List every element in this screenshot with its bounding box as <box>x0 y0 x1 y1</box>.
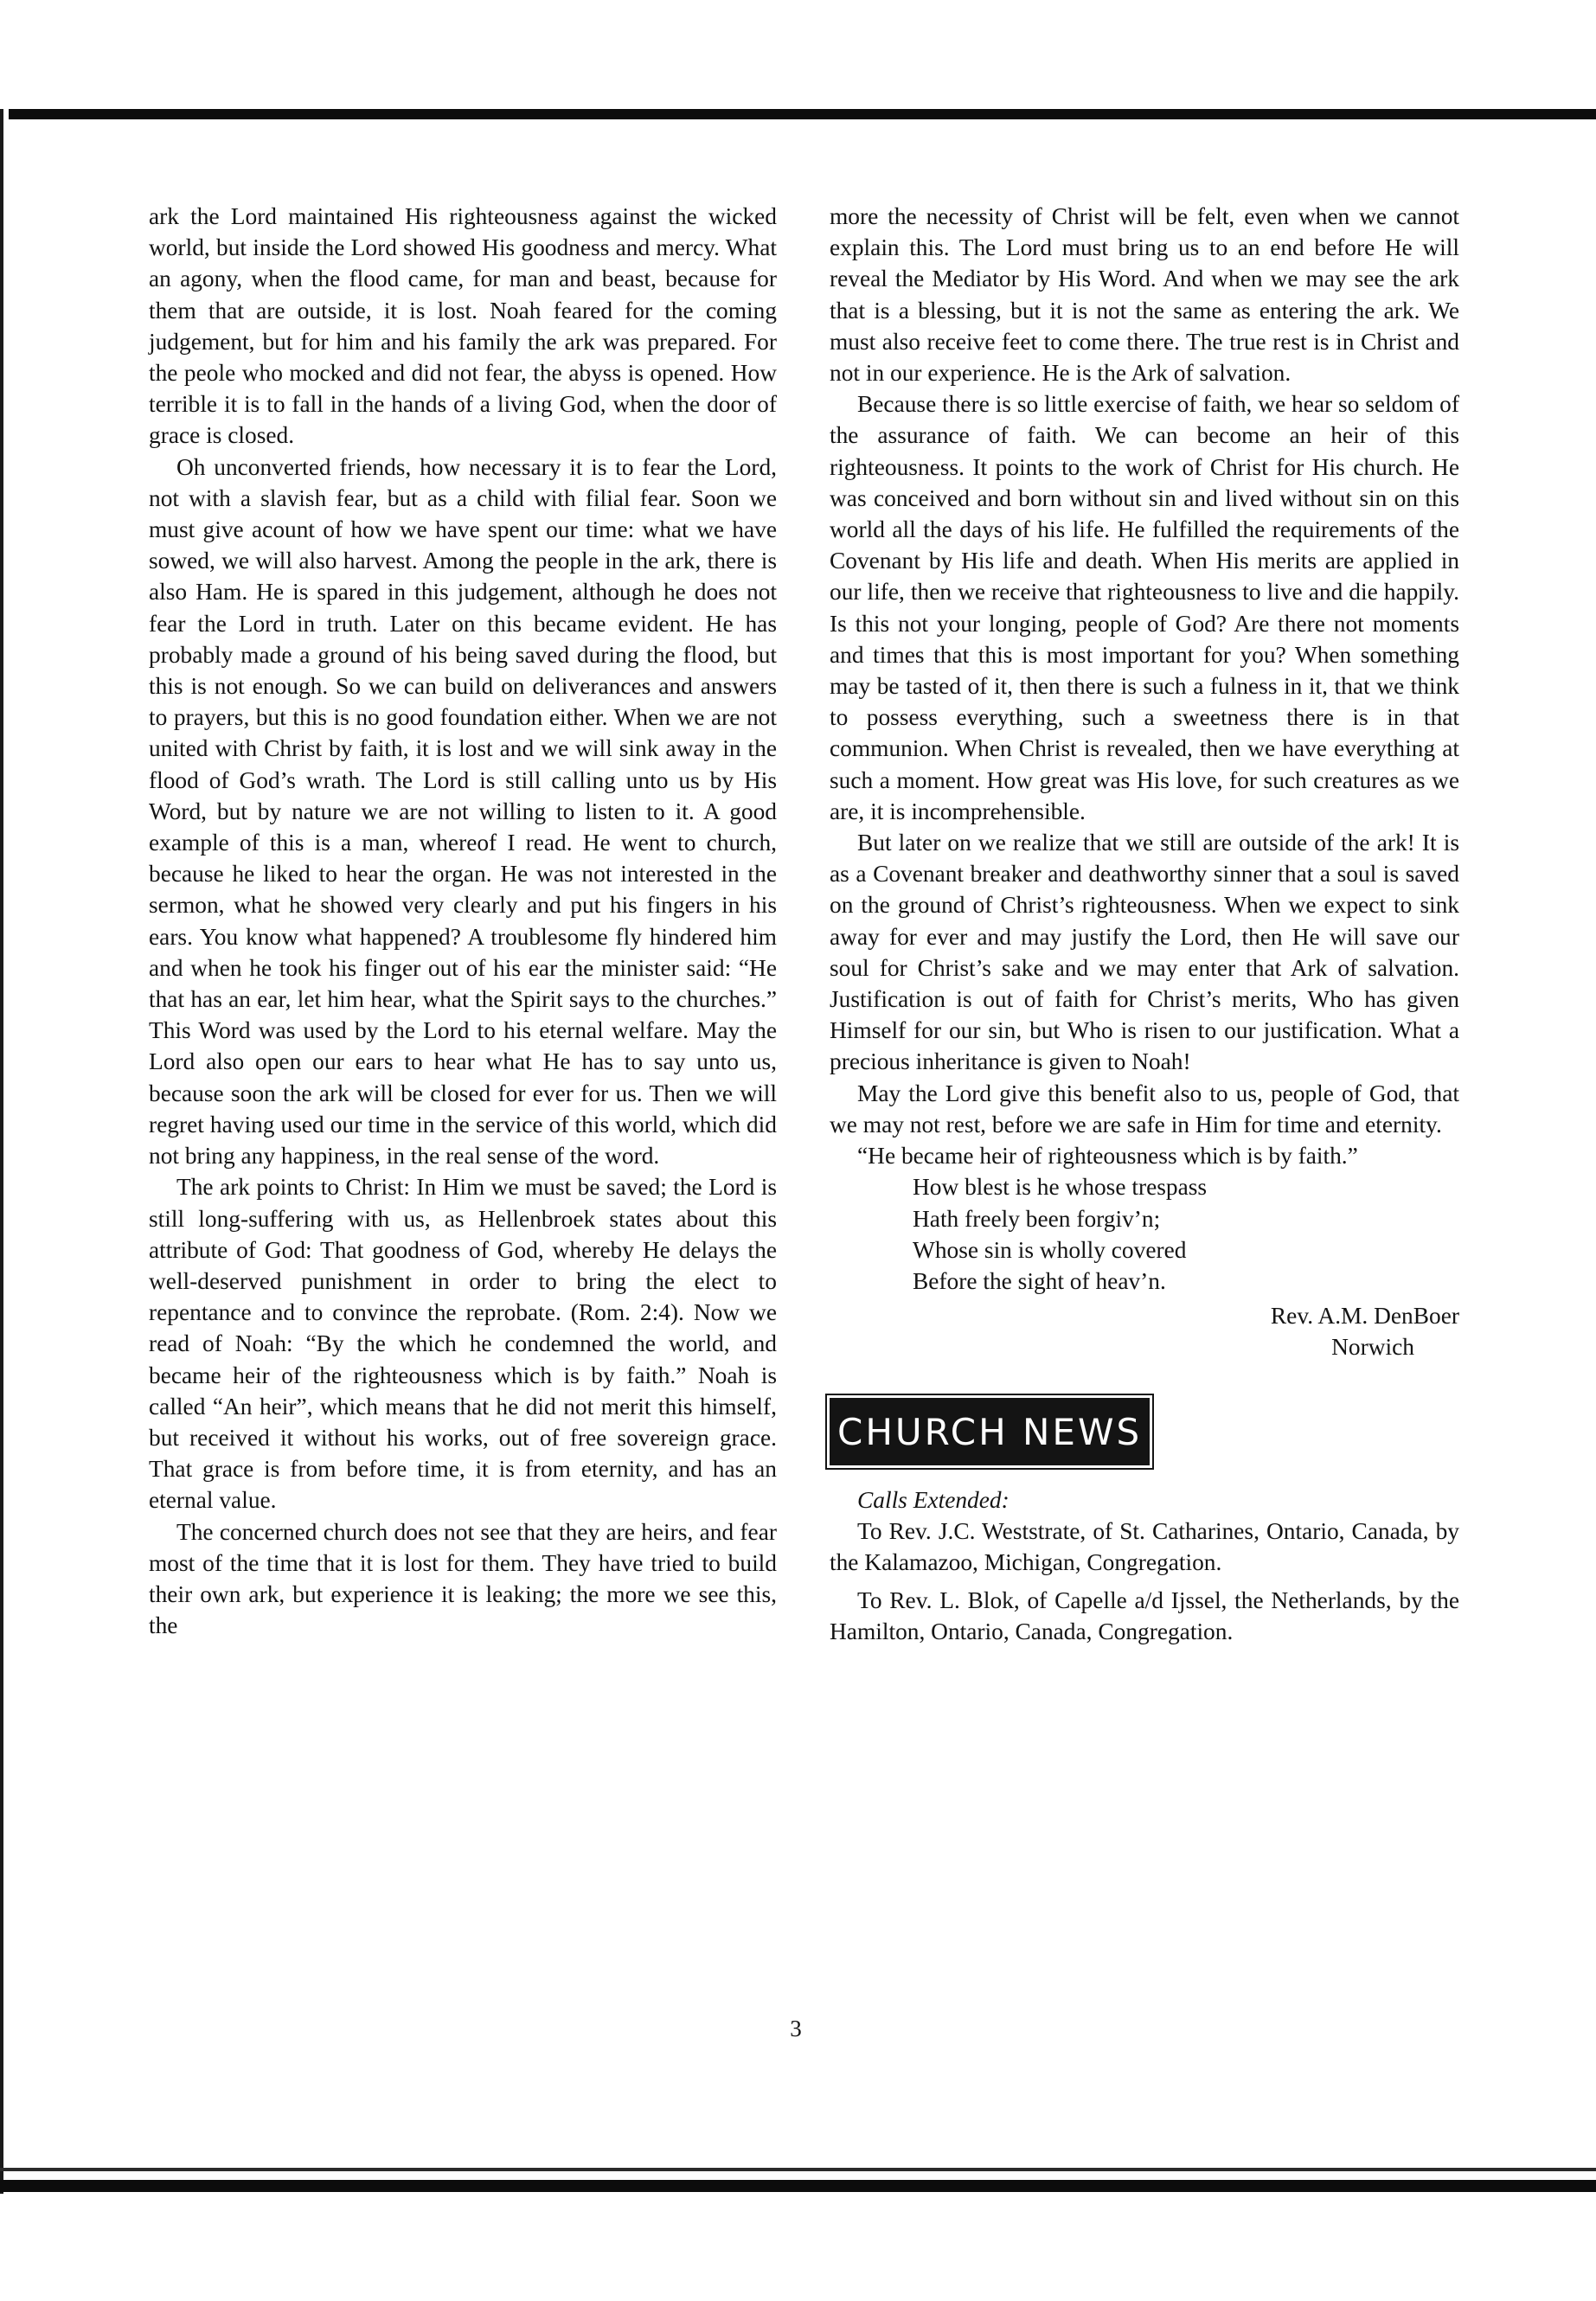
poem-line: Hath freely been forgiv’n; <box>913 1205 1161 1232</box>
paragraph: Oh unconverted friends, how necessary it is to fear the Lord, not with a slavish fear, but as a child with filial fear. Soon we must give acount of how we have spent our time: what we have sowed, we will also harvest. Among the people in the ark, there is also Ham. He is spared in this judgement, although he does not fear the Lord in truth. Later on this became evident. He has probably made a ground of his being saved during the flood, but this is not enough. So we can build on deliverances and answers to prayers, but this is no good foundation either. When we are not united with Christ by faith, it is lost and we will sink away in the flood of God’s wrath. The Lord is still calling unto us by His Word, but by nature we are not willing to listen to it. A good example of this is a man, whereof I read. He went to church, because he liked to hear the organ. He was not interested in the sermon, what he showed very clearly and put his fingers in his ears. You know what happened? A troublesome fly hindered him and when he took his finger out of his ear the minister said: “He that has an ear, let him hear, what the Spirit says to the churches.” This Word was used by the Lord to his eternal welfare. May the Lord also open our ears to hear what He has to say unto us, because soon the ark will be closed for ever for us. Then we will regret having used our time in the service of this world, which did not bring any happiness, in the real sense of the word. <box>149 453 777 1170</box>
bottom-border-rule <box>0 2180 1596 2192</box>
call-item: To Rev. J.C. Weststrate, of St. Catharines, Ontario, Canada, by the Kalamazoo, Michigan, Congregation. <box>830 1517 1459 1575</box>
page-number: 3 <box>790 2016 802 2041</box>
page-left-edge <box>0 109 3 2194</box>
paragraph: more the necessity of Christ will be felt, even when we cannot explain this. The Lord must bring us to an end before He will reveal the Mediator by His Word. And when we may see the ark that is a blessing, but it is not the same as entering the ark. We must also receive feet to come there. The true rest is in Christ and not in our experience. He is the Ark of salvation. <box>830 203 1459 387</box>
quote-paragraph: “He became heir of righteousness which is by faith.” <box>857 1143 1358 1170</box>
paragraph: ark the Lord maintained His righteousness against the wicked world, but inside the Lord showed His goodness and mercy. What an agony, when the flood came, for man and beast, because for them that are outside, it is lost. Noah feared for the coming judgement, but for him and his family the ark was prepared. For the peole who mocked and did not fear, the abyss is opened. How terrible it is to fall in the hands of a living God, when the door of grace is closed. <box>149 203 777 449</box>
call-item: To Rev. L. Blok, of Capelle a/d Ijssel, the Netherlands, by the Hamilton, Ontario, Canada, Congregation. <box>830 1587 1459 1645</box>
top-border-rule <box>9 109 1596 119</box>
poem-line: How blest is he whose trespass <box>913 1174 1208 1201</box>
right-column <box>830 201 1459 1655</box>
poem-verse <box>913 1171 1459 1297</box>
calls-extended-heading: Calls Extended: <box>857 1486 1010 1513</box>
paragraph: Because there is so little exercise of faith, we hear so seldom of the assurance of faith. We can become an heir of this righteousness. It points to the work of Christ for His church. He was conceived and born without sin and lived without sin on this world all the days of his life. He fulfilled the requirements of the Covenant by His life and death. When His merits are applied in our life, then we receive that righteousness to live and die happily. Is this not your longing, people of God? Are there not moments and times that this is most important for you? When something may be tasted of it, then there is such a fulness in it, that we think to possess everything, such a sweetness there is in that communion. When Christ is revealed, then we have everything at such a moment. How great was His love, for such creatures as we are, it is incomprehensible. <box>830 391 1459 824</box>
author-signature <box>830 1300 1459 1362</box>
poem-line: Whose sin is wholly covered <box>913 1236 1187 1263</box>
paragraph: The ark points to Christ: In Him we must be saved; the Lord is still long-suffering with us, as Hellenbroek states about this attribute of God: That goodness of God, whereby He delays the well-deserved punishment in order to bring the elect to repentance and to convince the reprobate. (Rom. 2:4). Now we read of Noah: “By the which he condemned the world, and became heir of the righteousness which is by faith.” Noah is called “An heir”, which means that he did not merit this himself, but received it without his works, out of free sovereign grace. That grace is from before time, it is from eternity, and has an eternal value. <box>149 1174 777 1514</box>
paragraph: But later on we realize that we still are outside of the ark! It is as a Covenant breaker and deathworthy sinner that a soul is saved on the ground of Christ’s righteousness. When we expect to sink away for ever and may justify the Lord, then He will save our soul for Christ’s sake and we may enter that Ark of salvation. Justification is out of faith for Christ’s merits, Who has given Himself for our sin, but Who is risen to our justification. What a precious inheritance is given to Noah! <box>830 830 1459 1075</box>
bottom-border-rule-thin <box>0 2168 1596 2171</box>
poem-line: Before the sight of heav’n. <box>913 1267 1166 1294</box>
paragraph: May the Lord give this benefit also to us, people of God, that we may not rest, before we are safe in Him for time and eternity. <box>830 1080 1459 1138</box>
church-news-banner: CHURCH NEWS <box>830 1398 1150 1465</box>
paragraph: The concerned church does not see that they are heirs, and fear most of the time that it is lost for them. They have tried to build their own ark, but experience it is leaking; the more we see this, the <box>149 1518 777 1639</box>
author-location: Norwich <box>1331 1334 1414 1361</box>
left-column <box>149 201 777 1641</box>
author-name: Rev. A.M. DenBoer <box>1270 1303 1459 1330</box>
